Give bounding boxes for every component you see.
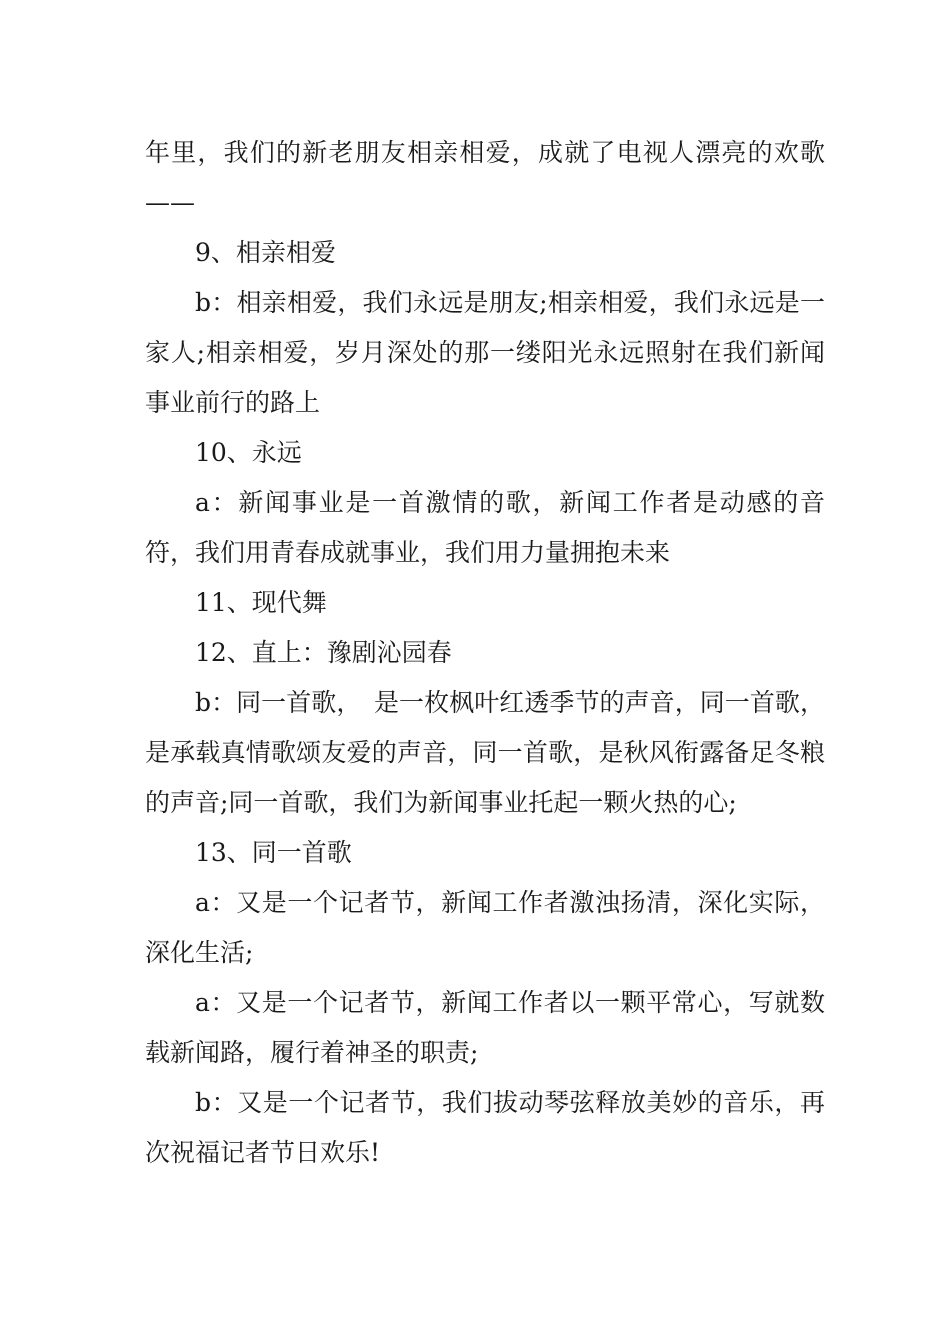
dialogue-paragraph: a：又是一个记者节，新闻工作者激浊扬清，深化实际，深化生活; <box>145 888 825 967</box>
dialogue-paragraph: b：又是一个记者节，我们拔动琴弦释放美妙的音乐，再次祝福记者节日欢乐! <box>145 1088 825 1167</box>
program-item-9: 9、相亲相爱 <box>195 238 336 267</box>
program-item-12: 12、直上：豫剧沁园春 <box>195 638 452 667</box>
program-item-10: 10、永远 <box>195 438 302 467</box>
dialogue-paragraph: b：相亲相爱，我们永远是朋友;相亲相爱，我们永远是一家人;相亲相爱，岁月深处的那一缕阳光永远照射在我们新闻事业前行的路上 <box>145 288 825 417</box>
document-page <box>145 128 825 1178</box>
dialogue-paragraph: b：同一首歌， 是一枚枫叶红透季节的声音，同一首歌，是承载真情歌颂友爱的声音，同一首歌，是秋风衔露备足冬粮的声音;同一首歌，我们为新闻事业托起一颗火热的心; <box>145 688 825 817</box>
dialogue-paragraph: a：新闻事业是一首激情的歌，新闻工作者是动感的音符，我们用青春成就事业，我们用力量拥抱未来 <box>145 488 825 567</box>
paragraph-continuation: 年里，我们的新老朋友相亲相爱，成就了电视人漂亮的欢歌—— <box>145 138 825 217</box>
program-item-11: 11、现代舞 <box>195 588 327 617</box>
program-item-13: 13、同一首歌 <box>195 838 352 867</box>
dialogue-paragraph: a：又是一个记者节，新闻工作者以一颗平常心，写就数载新闻路，履行着神圣的职责; <box>145 988 825 1067</box>
